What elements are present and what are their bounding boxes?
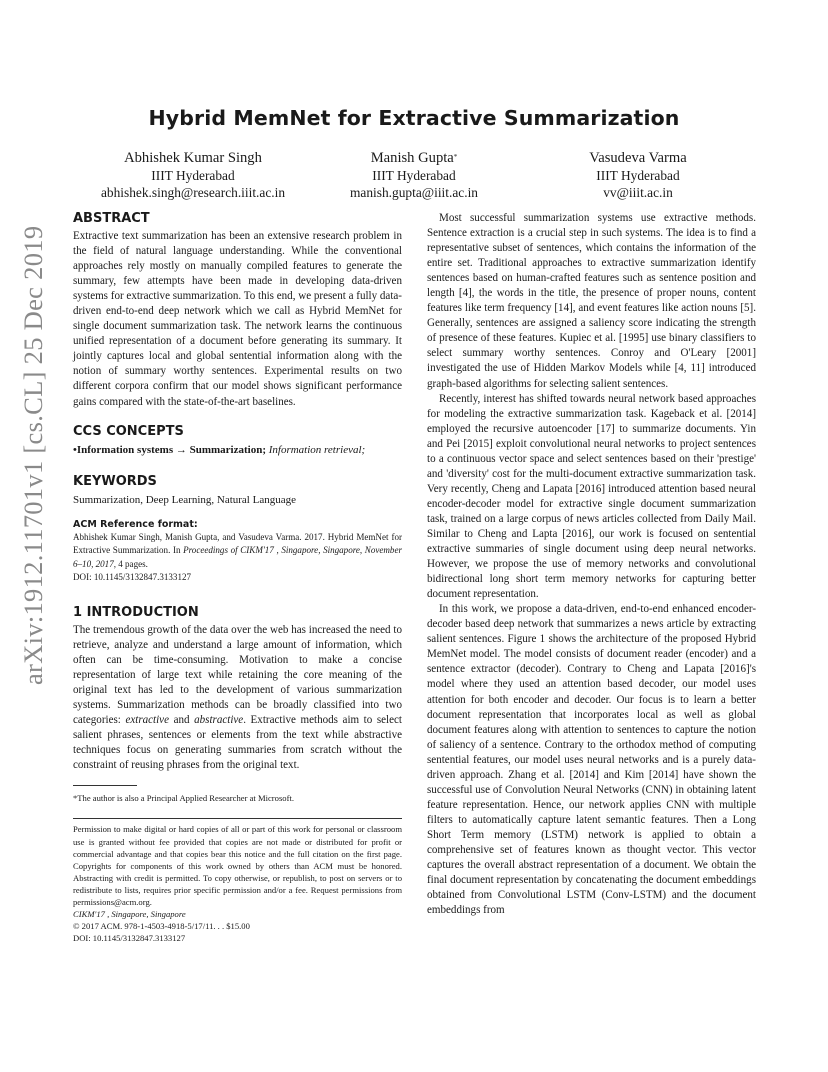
acm-reference-doi: DOI: 10.1145/3132847.3133127	[73, 572, 192, 583]
acm-reference-text: Abhishek Kumar Singh, Manish Gupta, and Vasudeva Varma. 2017. Hybrid MemNet for Extractive Summarization. In Proceedings of CIKM'17 , Singapore, Singapore, November 6–10, 2017, 4 pages.	[73, 531, 402, 569]
introduction-heading: 1 INTRODUCTION	[73, 604, 199, 620]
body-paragraph: Recently, interest has shifted towards neural network based approaches for modeling the extractive summarization task. Kageback et al. [2014] employed the recursive autoencoder [17] to summarize documents. Yin and Pei [2015] exploit convolutional neural networks to project sentences to a continuous vector space and select sentences based on their 'prestige' and 'diversity' cost for the multi-document extractive summarization task. Very recently, Cheng and Lapata [2016] introduced attention based neural encoder-decoder model for extractive single document summarization task, trained on a large corpus of news articles collected from Daily Mail. Similar to Cheng and Lapta [2016], our work is focused on sentential extractive summaries of single document using deep neural networks. However, we propose the use of memory networks and convolutional bidirectional long short term memory networks for capturing better document representation.	[427, 392, 756, 601]
permission-rule	[73, 818, 402, 819]
author-footnote: *The author is also a Principal Applied Researcher at Microsoft.	[73, 793, 294, 804]
body-paragraph: Most successful summarization systems use extractive methods. Sentence extraction is a crucial step in such systems. The idea is to find a representative subset of sentences, which contains the information of the entire set. Traditional approaches to extractive summarization identify sentences based on human-crafted features such as sentence position and length [4], the words in the title, the presence of proper nouns, content features like term frequency [14], and event features like action nouns [5]. Generally, sentences are assigned a saliency score indicating the strength of presence of these features. Kupiec et al. [1995] use binary classifiers to select summary worthy sentences. Conroy and O'Leary [2001] investigated the use of Hidden Markov Models while [4, 11] introduced graph-based algorithms for selecting salient sentences.	[427, 212, 756, 390]
ccs-primary: •Information systems → Summarization;	[73, 443, 266, 456]
ccs-heading: CCS CONCEPTS	[73, 423, 184, 439]
author-email: abhishek.singh@research.iiit.ac.in	[100, 185, 286, 200]
abstract-heading: ABSTRACT	[73, 211, 150, 226]
ccs-secondary: Information retrieval;	[265, 443, 366, 456]
author-block-3	[540, 150, 736, 201]
left-column	[73, 210, 402, 944]
permission-doi: DOI: 10.1145/3132847.3133127	[73, 933, 186, 944]
abstract-text: Extractive text summarization has been an extensive research problem in the field of natural language understanding. While the conventional approaches rely mostly on manually compiled features to generate the summary, few attempts have been made in developing data-driven systems for extractive summarization. To this end, we present a fully data-driven end-to-end deep network which we call as Hybrid MemNet for single document summarization task. The network learns the continuous unified representation of a document before generating its summary. It jointly captures local and global sentential information along with the notion of summary worthy sentences. Experimental results on two different corpora confirm that our model shows significant performance gains compared with the state-of-the-art baselines.	[73, 230, 402, 408]
author-name: Abhishek Kumar Singh	[124, 150, 262, 166]
author-email: manish.gupta@iiit.ac.in	[350, 185, 478, 200]
acm-reference-heading: ACM Reference format:	[73, 518, 198, 530]
copyright-line: © 2017 ACM. 978-1-4503-4918-5/17/11. . . $15.00	[73, 921, 250, 932]
right-column	[427, 211, 756, 918]
keywords-heading: KEYWORDS	[73, 473, 157, 489]
author-affiliation: IIIT Hyderabad	[596, 168, 680, 183]
author-affiliation: IIIT Hyderabad	[151, 168, 235, 183]
arxiv-watermark: arXiv:1912.11701v1 [cs.CL] 25 Dec 2019	[18, 225, 48, 685]
ccs-concepts	[73, 443, 402, 458]
author-email: vv@iiit.ac.in	[603, 185, 673, 200]
permission-notice: Permission to make digital or hard copies of all or part of this work for personal or classroom use is granted without fee provided that copies are not made or distributed for profit or commercial advantage and that copies bear this notice and the full citation on the first page. Copyrights for components of this work owned by others than ACM must be honored. Abstracting with credit is permitted. To copy otherwise, or republish, to post on servers or to redistribute to lists, requires prior specific permission and/or a fee. Request permissions from permissions@acm.org.	[73, 824, 402, 907]
paper-title: Hybrid MemNet for Extractive Summarization	[148, 106, 680, 130]
conference-venue: CIKM'17 , Singapore, Singapore	[73, 909, 186, 920]
author-name: Vasudeva Varma	[589, 150, 687, 166]
introduction-text: The tremendous growth of the data over the web has increased the need to retrieve, analyze and understand a large amount of information, which often can be time-consuming. Motivation to make a concise representation of large text while retaining the core meaning of the original text has led to the development of various summarization systems. Summarization methods can be broadly classified into two categories: extractive and abstractive. Extractive methods aim to select salient phrases, sentences or elements from the text while abstractive techniques focus on generating summaries from scratch without the constraint of reusing phrases from the original text.	[73, 623, 403, 772]
footnote-rule	[73, 785, 137, 786]
author-block-1	[88, 150, 298, 201]
keywords-text: Summarization, Deep Learning, Natural Language	[73, 493, 296, 506]
author-name: Manish Gupta	[370, 150, 454, 166]
author-footnote-mark: *	[453, 153, 458, 161]
author-affiliation: IIIT Hyderabad	[372, 168, 456, 183]
body-paragraph: In this work, we propose a data-driven, end-to-end enhanced encoder-decoder based deep network that summarizes a news article by extracting salient sentences. Figure 1 shows the architecture of the proposed Hybrid MemNet model. The model consists of document reader (encoder) and a sentence extractor (decoder). Contrary to Cheng and Lapata [2016]'s model where they used an attention based decoder, our model uses attention for both encoder and decoder. Our focus is to learn a better document representation that incorporates local as well as global document features along with attention to sentences to capture the notion of saliency of a sentence. Contrary to the orthodox method of computing sentential features, our model uses neural networks and is a purely data-driven approach. Zhang et al. [2014] and Kim [2014] have shown the successful use of Convolution Neural Networks (CNN) in obtaining latent feature representation. Hence, our network applies CNN with multiple filters to automatically capture latent semantic features. Then a Long Short Term memory (LSTM) network is applied to obtain a comprehensive set of features known as thought vector. This vector captures the overall abstract representation of a document. We obtain the final document representation by concatenating the document embeddings obtained from Convolutional LSTM (Conv-LSTM) and the document embeddings from	[427, 603, 756, 917]
author-block-2	[316, 150, 512, 201]
